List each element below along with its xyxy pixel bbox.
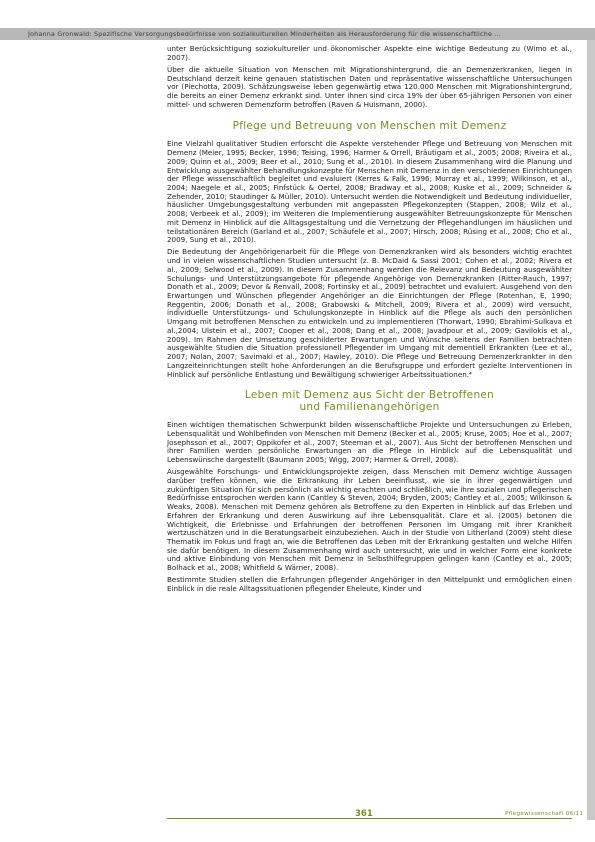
page-number: 361 — [355, 809, 373, 819]
journal-name: Pflegewissenschaft 06/11 — [505, 811, 584, 817]
paragraph: Bestimmte Studien stellen die Erfahrungen pflegender Angehöriger in den Mittelpunkt und ermöglichen einen Einblick in die reale Alltagssituationen pflegender Eheleute, Kinder und — [167, 575, 572, 593]
paragraph: Ausgewählte Forschungs- und Entwicklungsprojekte zeigen, dass Menschen mit Demenz wichtige Aussagen darüber treffen können, wie die Erkrankung ihr Leben beeinflusst, wie sie in ihrer gegenwärtigen und zukünftigen Situation für sich persönlich als wichtig erachten und schließlich, wie ihre sozialen und pflegerischen Bedürfnisse entsprochen werden kann (Cantley & Steven, 2004; Bryden, 2005; Cantley et al., 2005; Wilkinson & Weaks, 2008). Menschen mit Demenz gehören als Betroffene zu den Experten in Hinblick auf das Erleben und Erfahren der Erkrankung und deren Auswirkung auf ihre Lebensqualität. Clare et al. (2005) betonen die Wichtigkeit, die Erlebnisse und Erfahrungen der betroffenen Personen im Umgang mit ihrer Krankheit wertzuschätzen und in die Beratungsarbeit einzubeziehen. Auch in der Studie von Litherland (2009) steht diese Thematik im Fokus und fragt an, wie die Betroffenen das Leben mit der Erkrankung gestalten und welche Hilfen sie dafür benötigen. In diesem Zusammenhang wird auch untersucht, wie und in welcher Form eine konkrete und aktive Einbindung von Menschen mit Demenz in Selbsthilfegruppen gelingen kann (Cantley et al., 2005; Bolhack et al., 2008; Whitfield & Wärner, 2008). — [167, 467, 572, 573]
paragraph: Einen wichtigen thematischen Schwerpunkt bilden wissenschaftliche Projekte und Untersuchungen zu Erleben, Lebensqualität und Wohlbefinden von Menschen mit Demenz (Becker et al., 2005; Kruse, 2005; Hoe et al., 2007; Josephsson et al., 2007; Oppikofer et al., 2007; Steeman et al., 2007). Aus Sicht der betroffenen Menschen und ihrer Familien werden persönliche Erwartungen an die Pflege in Hinblick auf die Lebensqualität und Lebenswünsche dargestellt (Baumann 2005; Wigg, 2007; Harmer & Orrell, 2008). — [167, 420, 572, 465]
section-heading-line: und Familienangehörigen — [299, 401, 440, 414]
paragraph: Über die aktuelle Situation von Menschen mit Migrationshintergrund, die an Demenzerkranken, liegen in Deutschland derzeit keine genauen statistischen Daten und repräsentative wissenschaftliche Untersuchungen vor (Piechotta, 2009). Schätzungsweise leben gegenwärtig etwa 120.000 Menschen mit Migrationshintergrund, die bereits an einer Demenz erkrankt sind. Unter ihnen sind circa 19% der über 65-jährigen Personen von einer mittel- und schweren Demenzform betroffen (Raven & Huismann, 2000). — [167, 64, 572, 109]
paragraph: Die Bedeutung der Angehörigenarbeit für die Pflege von Demenzkranken wird als besonders wichtig erachtet und in vielen wissenschaftlichen Studien untersucht (z. B. McDaid & Sassi 2001; Cohen et al., 2002; Rivera et al., 2009; Selwood et al., 2009). In diesem Zusammenhang werden die Relevanz und Bedeutung ausgewählter Schulungs- und Unterstützungsangebote für pflegende Angehörige von Demenzkranken (Ritter-Rauch, 1997; Donath et al., 2009; Devor & Renvall, 2008; Fortinsky et al., 2009) betrachtet und evaluiert. Ausgehend von den Erwartungen und Wünschen pflegender Angehöriger an die Einrichtungen der Pflege (Rotenhan, E, 1990; Reggentin, 2006; Donath et al., 2008; Grabowski & Mitchell, 2009; Rivera et al., 2009) wird versucht, individuelle Unterstützungs- und Schulungskonzepte in Hinblick auf die Pflege als auch den persönlichen Umgang mit betroffenen Menschen zu entwickeln und zu implementieren (Thorwart, 1990; Ebrahimi-Sulkava et al.,2004; Ulstein et al., 2007; Cooper et al., 2008; Dang et al., 2008; Javadpour et al., 2009; Gavilokis et al., 2009). Im Rahmen der Umsetzung geschilderter Erwartungen und Wünsche seitens der Familien betrachten ausgewählte Studien die Situation professionell Pflegender im Umgang mit dementiell Erkrankten (Lee et al., 2007; Nolan, 2007; Savimaki et al., 2007; Hawley, 2010). Die Pflege und Betreuung Demenzerkrankter in den Langzeiteinrichtungen stellt hohe Anforderungen an die Berufsgruppe und erfordert gezielte Interventionen in Hinblick auf persönliche Entlastung und Bewältigung schwieriger Arbeitssituationen.⁴ — [167, 247, 572, 379]
paragraph: Eine Vielzahl qualitativer Studien erforscht die Aspekte verstehender Pflege und Betreuung von Menschen mit Demenz (Meier, 1995; Becker, 1996; Teising, 1996; Harmer & Orrell, Bräutigam et al., 2005; 2008; Riveira et al., 2009; Quinn et al., 2009; Beer et al., 2010; Sung et al., 2010). In diesem Zusammenhang wird die Planung und Entwicklung ausgewählter Behandlungskonzepte für Menschen mit Demenz in den verschiedenen Einrichtungen der Pflege wissenschaftlich begleitet und evaluiert (Kerres & Falk, 1996; Murray et al., 1999; Wilkinson, et al., 2004; Naegele et al., 2005; Finfstück & Oertel, 2008; Bradway et al., 2008; Kuske et al., 2009; Schneider & Zehender, 2010; Staudinger & Müller, 2010). Untersucht werden die Notwendigkeit und Bedeutung individueller, häuslicher Umgebungsgestaltung verbunden mit angepassten Pflegekonzepten (Stappen, 2008; Wilz et al., 2008; Verbeek et al., 2009); im Weiteren die Implementierung ausgewählter Betreuungskonzepte für Menschen mit Demenz in Hinblick auf die Alltagsgestaltung und die Vernetzung der Pflegehandlungen im häuslichen und teilstationären Bereich (Garland et al., 2007; Schäufele et al., 2007; Hirsch, 2008; Rüsing et al., 2008; Cho et al., 2009, Sung et al., 2010). — [167, 139, 572, 245]
section-heading — [167, 389, 572, 413]
article-body — [167, 45, 572, 597]
section-heading-line: Leben mit Demenz aus Sicht der Betroffenen — [244, 389, 495, 402]
page-edge-bar — [587, 40, 595, 820]
paragraph: unter Berücksichtigung soziokultureller und ökonomischer Aspekte eine wichtige Bedeutung zu (Wimo et al., 2007). — [167, 44, 572, 62]
running-header: Johanna Gronwald: Spezifische Versorgungsbedürfnisse von sozialkulturellen Minderheiten als Herausforderung für die wissenschaftliche ... — [28, 30, 502, 38]
section-heading: Pflege und Betreuung von Menschen mit Demenz — [232, 120, 507, 133]
